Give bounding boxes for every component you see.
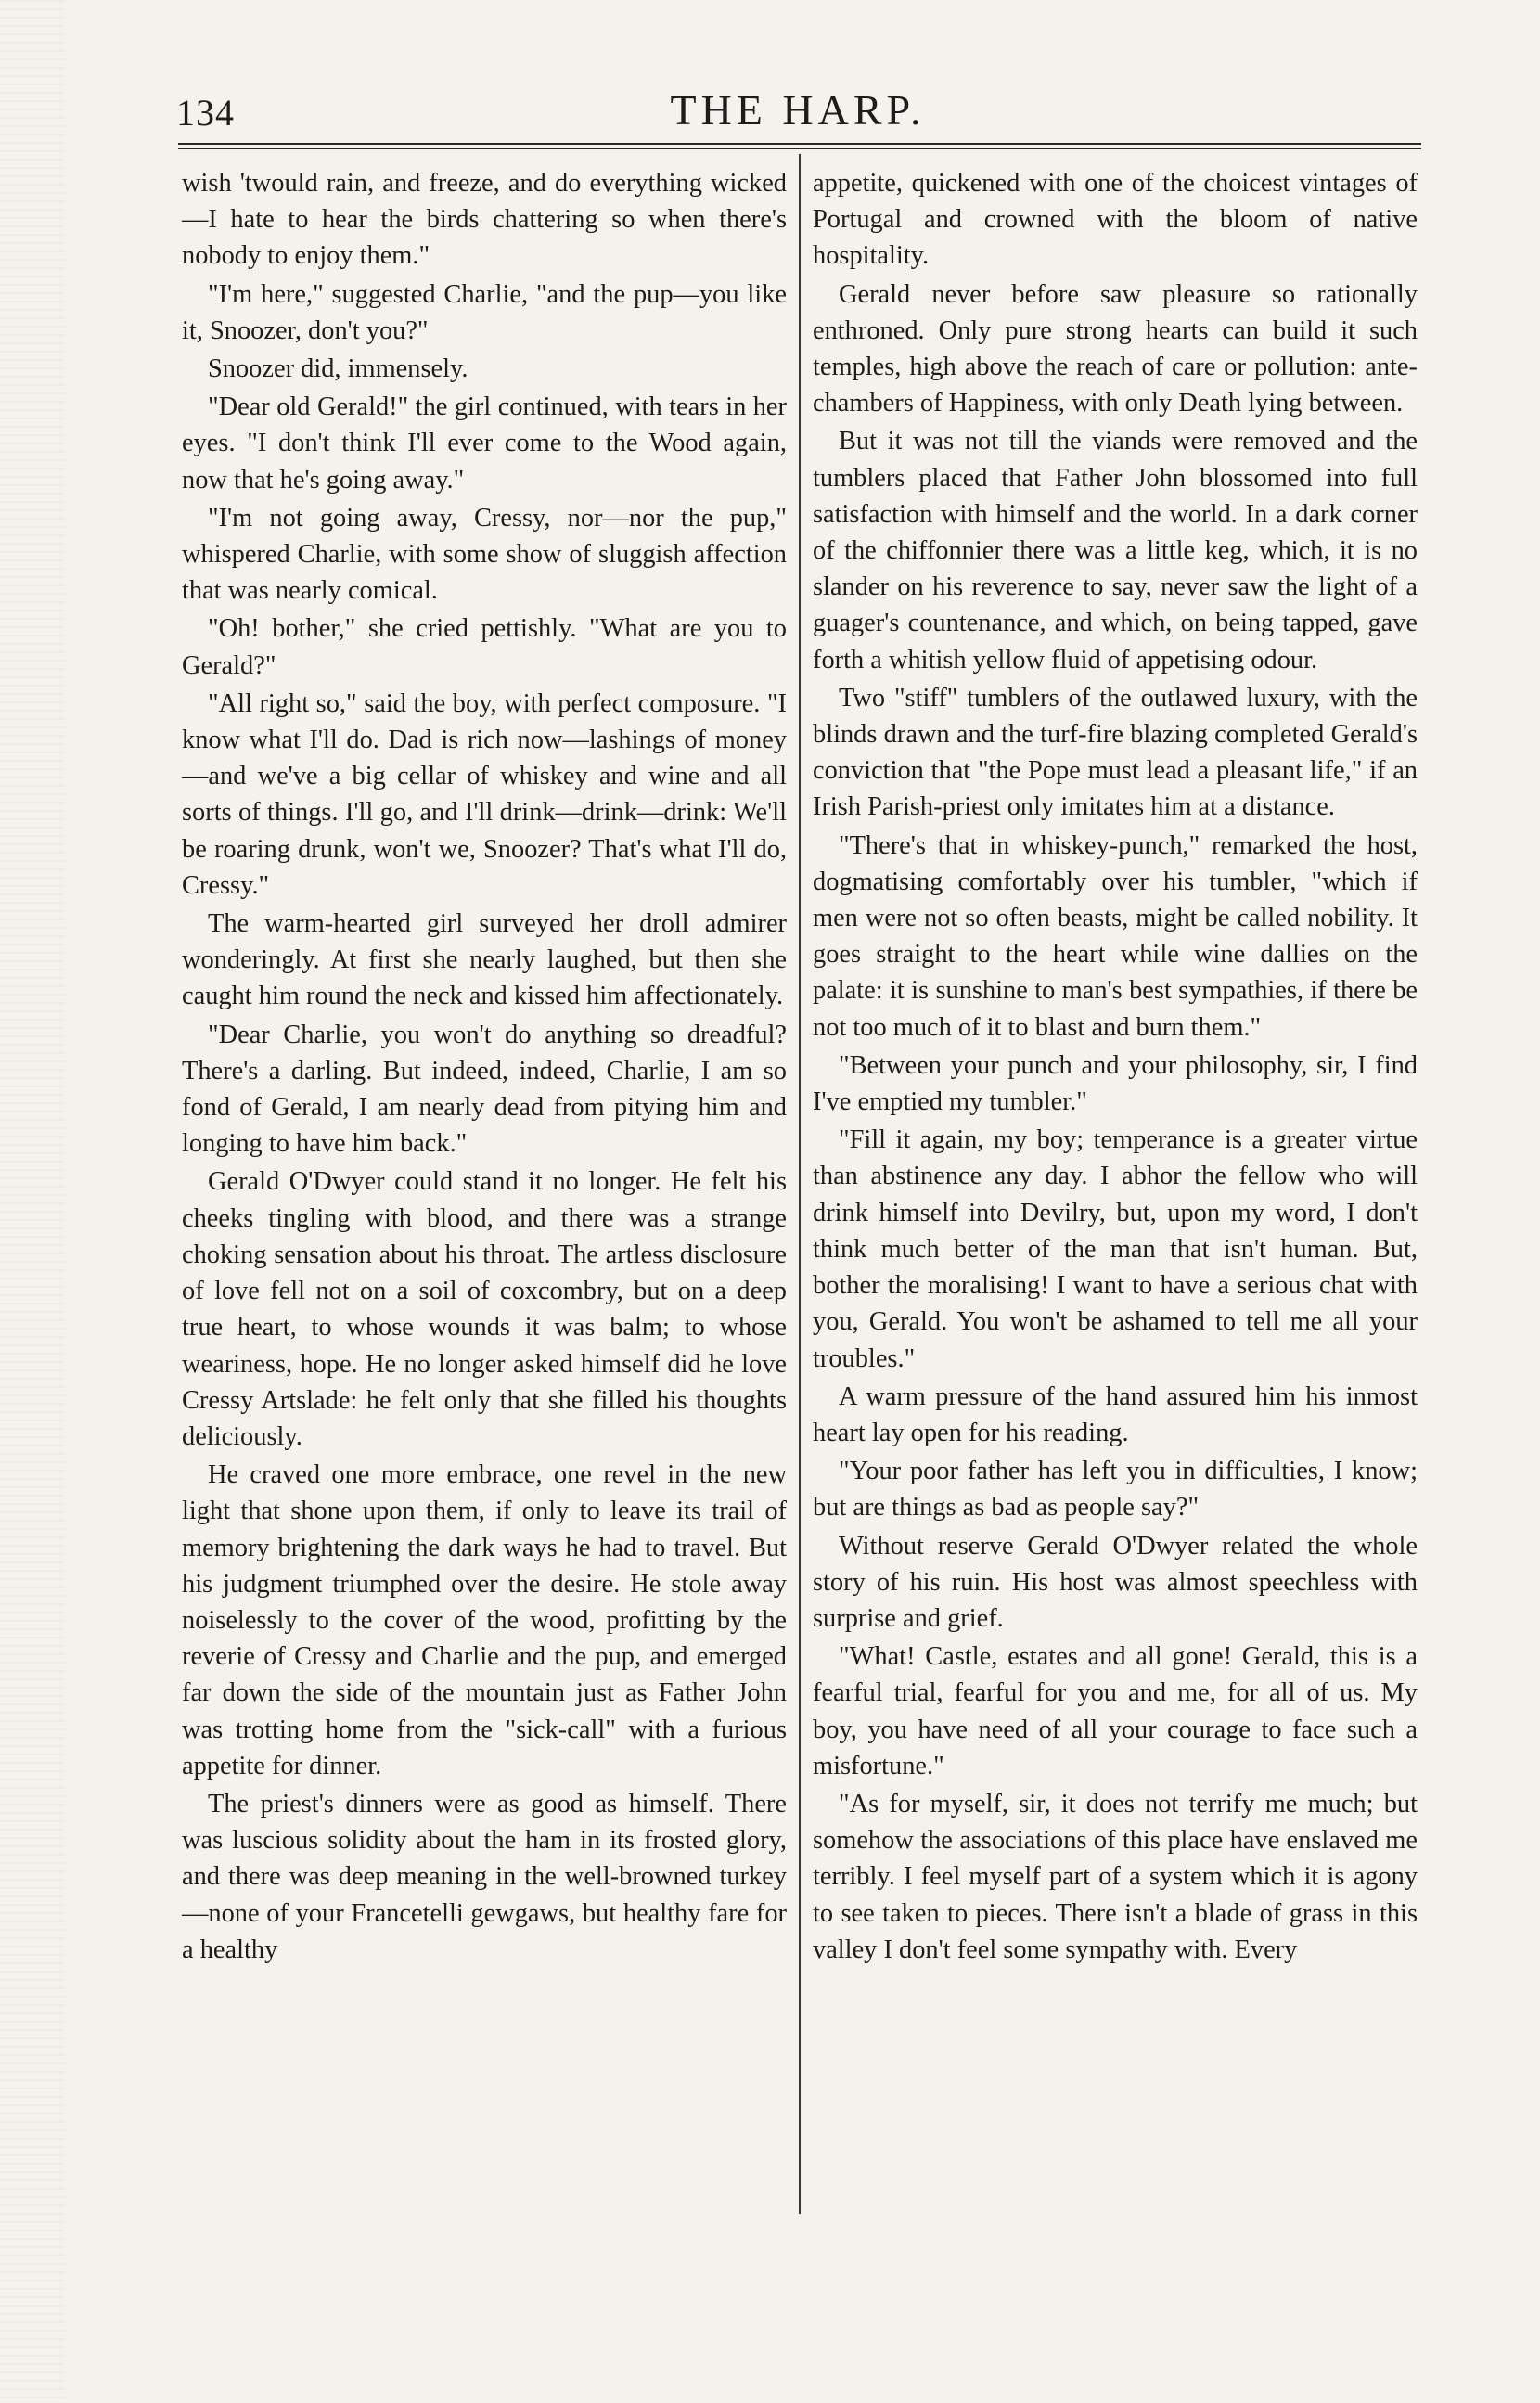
paragraph: "I'm not going away, Cressy, nor—nor the pup," whispered Charlie, with some show of sluggish affection that was nearly comical. — [182, 503, 787, 606]
paragraph: A warm pressure of the hand assured him his inmost heart lay open for his reading. — [813, 1381, 1418, 1447]
paragraph: "Between your punch and your philosophy, sir, I find I've emptied my tumbler." — [813, 1050, 1418, 1117]
paragraph: Two "stiff" tumblers of the outlawed luxury, with the blinds drawn and the turf-fire blazing completed Gerald's conviction that "the Pope must lead a pleasant life," if an Irish Parish-priest only imitates him at a distance. — [813, 683, 1418, 822]
paragraph: But it was not till the viands were removed and the tumblers placed that Father John blossomed into full satisfaction with himself and the world. In a dark corner of the chiffonnier there was a little keg, which, it is no slander on his reverence to say, never saw the light of a guager's countenance, and which, on being tapped, gave forth a whitish yellow fluid of appetising odour. — [813, 427, 1418, 675]
column-divider — [799, 154, 801, 2214]
running-title: THE HARP. — [670, 86, 926, 134]
paragraph: "Your poor father has left you in difficulties, I know; but are things as bad as people say?" — [813, 1457, 1418, 1523]
right-column — [813, 165, 1418, 1970]
paragraph: The priest's dinners were as good as himself. There was luscious solidity about the ham in its frosted glory, and there was deep meaning in the well-browned turkey—none of your Francetelli gewgaws, but healthy fare for a healthy — [182, 1789, 787, 1964]
page-number: 134 — [176, 92, 235, 134]
paragraph: Without reserve Gerald O'Dwyer related the whole story of his ruin. His host was almost speechless with surprise and grief. — [813, 1531, 1418, 1633]
paragraph: "Dear Charlie, you won't do anything so dreadful? There's a darling. But indeed, indeed, Charlie, I am so fond of Gerald, I am nearly dead from pitying him and longing to have him back." — [182, 1020, 787, 1159]
paragraph: "I'm here," suggested Charlie, "and the pup—you like it, Snoozer, don't you?" — [182, 279, 787, 345]
paragraph: "What! Castle, estates and all gone! Gerald, this is a fearful trial, fearful for you and me, for all of us. My boy, you have need of all your courage to face such a misfortune." — [813, 1642, 1418, 1780]
header-rule-thin — [178, 148, 1421, 149]
paragraph: Gerald O'Dwyer could stand it no longer. He felt his cheeks tingling with blood, and there was a strange choking sensation about his throat. The artless disclosure of love fell not on a soil of coxcombry, but on a deep true heart, to whose wounds it was balm; to whose weariness, hope. He no longer asked himself did he love Cressy Artslade: he felt only that she filled his thoughts deliciously. — [182, 1167, 787, 1451]
header-rule — [178, 143, 1421, 145]
paragraph: Gerald never before saw pleasure so rationally enthroned. Only pure strong hearts can build it such temples, high above the reach of care or pollution: ante-chambers of Happiness, with only Death lying between. — [813, 279, 1418, 418]
page-edge-speckle — [0, 0, 65, 2403]
paragraph: wish 'twould rain, and freeze, and do everything wicked—I hate to hear the birds chattering so when there's nobody to enjoy them." — [182, 169, 787, 271]
paragraph: "All right so," said the boy, with perfect composure. "I know what I'll do. Dad is rich now—lashings of money—and we've a big cellar of whiskey and wine and all sorts of things. I'll go, and I'll drink—drink—drink: We'll be roaring drunk, won't we, Snoozer? That's what I'll do, Cressy." — [182, 688, 787, 900]
paragraph: "Dear old Gerald!" the girl continued, with tears in her eyes. "I don't think I'll ever come to the Wood again, now that he's going away." — [182, 392, 787, 495]
paragraph: "There's that in whiskey-punch," remarked the host, dogmatising comfortably over his tumbler, "which if men were not so often beasts, might be called nobility. It goes straight to the heart while wine dallies on the palate: it is sunshine to man's best sympathies, if there be not too much of it to blast and burn them." — [813, 830, 1418, 1042]
paragraph: Snoozer did, immensely. — [208, 354, 468, 384]
page-header — [176, 85, 1419, 141]
paragraph: The warm-hearted girl surveyed her droll admirer wonderingly. At first she nearly laughed, but then she caught him round the neck and kissed him affectionately. — [182, 909, 787, 1011]
paragraph: "As for myself, sir, it does not terrify me much; but somehow the associations of this place have enslaved me terribly. I feel myself part of a system which it is agony to see taken to pieces. There isn't a blade of grass in this valley I don't feel some sympathy with. Every — [813, 1789, 1418, 1964]
paragraph: He craved one more embrace, one revel in the new light that shone upon them, if only to leave its trail of memory brightening the dark ways he had to travel. But his judgment triumphed over the desire. He stole away noiselessly to the cover of the wood, profitting by the reverie of Cressy and Charlie and the pup, and emerged far down the side of the mountain just as Father John was trotting home from the "sick-call" with a furious appetite for dinner. — [182, 1460, 787, 1780]
paragraph: "Fill it again, my boy; temperance is a greater virtue than abstinence any day. I abhor the fellow who will drink himself into Devilry, but, upon my word, I don't think much better of the man that isn't human. But, bother the moralising! I want to have a serious chat with you, Gerald. You won't be ashamed to tell me all your troubles." — [813, 1125, 1418, 1373]
paragraph: "Oh! bother," she cried pettishly. "What are you to Gerald?" — [182, 614, 787, 680]
left-column — [182, 165, 787, 1970]
paragraph: appetite, quickened with one of the choicest vintages of Portugal and crowned with the bloom of native hospitality. — [813, 169, 1418, 271]
